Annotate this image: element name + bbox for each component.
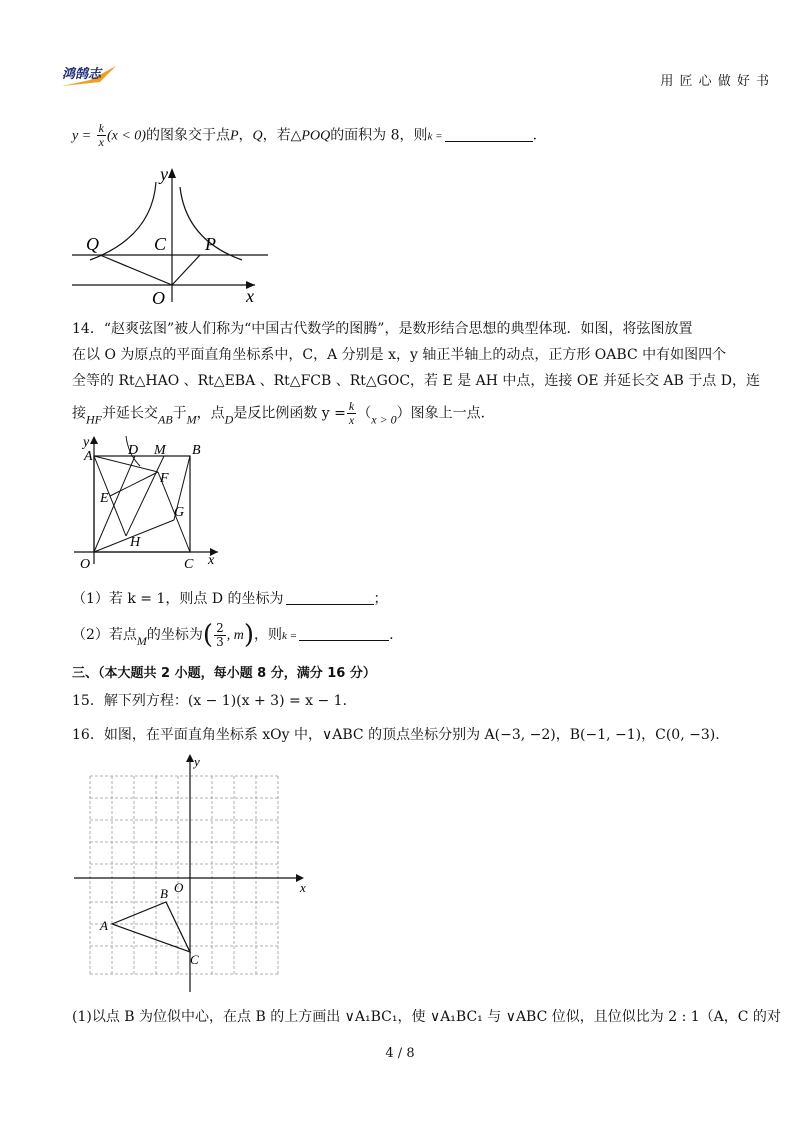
svg-text:D: D <box>128 443 139 458</box>
figure-q13 <box>60 162 280 307</box>
q14-line-1: 14．“赵爽弦图”被人们称为“中国古代数学的图腾”，是数形结合思想的典型体现．如图，将弦图放置 <box>72 321 693 337</box>
svg-text:O: O <box>80 557 91 572</box>
fraction: $\frac{k}{x}$ <box>348 399 355 427</box>
svg-text:A: A <box>100 918 108 933</box>
triangle-abc <box>112 902 190 952</box>
fraction: $\frac{2}{3}$ <box>216 620 224 649</box>
svg-text:H: H <box>130 535 141 550</box>
q13-tail-line: y = $\frac{k}{x}$ (x < 0)的图象交于点P，Q，若△POQ的面积为 8，则k = . <box>72 121 538 149</box>
svg-text:x: x <box>246 286 254 306</box>
header-slogan: 用 匠 心 做 好 书 <box>660 74 770 89</box>
answer-blank <box>286 590 374 605</box>
svg-text:O: O <box>152 288 165 307</box>
svg-text:O: O <box>174 880 184 895</box>
svg-text:A: A <box>84 449 93 464</box>
section-heading: 三、（本大题共 2 小题，每小题 8 分，满分 16 分） <box>72 666 376 681</box>
q14-sub2: （2）若点M的坐标为( $\frac{2}{3}$ , m)，则k = . <box>72 620 394 650</box>
figure-q16-grid <box>70 752 320 998</box>
svg-text:G: G <box>174 505 185 520</box>
fraction: $\frac{k}{x}$ <box>98 121 104 149</box>
svg-text:C: C <box>154 234 167 254</box>
svg-text:C: C <box>184 557 194 572</box>
publisher-logo <box>60 64 118 88</box>
figure-q14 <box>70 432 230 572</box>
svg-text:C: C <box>190 952 199 967</box>
svg-text:B: B <box>192 443 201 458</box>
logo-text: 鸿鹄志 <box>62 66 102 81</box>
svg-text:F: F <box>160 471 169 486</box>
page-number: 4 / 8 <box>385 1046 415 1061</box>
svg-text:y: y <box>194 754 200 769</box>
svg-text:P: P <box>205 234 216 254</box>
q14-line-3: 全等的 Rt△HAO 、Rt△EBA 、Rt△FCB 、Rt△GOC，若 E 是 AH 中点，连接 OE 并延长交 AB 于点 D，连 <box>72 373 760 389</box>
svg-text:y: y <box>83 435 90 450</box>
svg-text:x: x <box>300 880 306 895</box>
q14-line-2: 在以 O 为原点的平面直角坐标系中，C，A 分别是 x，y 轴正半轴上的动点，正方形 OABC 中有如图四个 <box>72 347 727 363</box>
svg-text:y: y <box>160 164 168 184</box>
svg-text:Q: Q <box>86 234 99 254</box>
q16: 16．如图，在平面直角坐标系 xOy 中，∨ABC 的顶点坐标分别为 A(−3, −2)，B(−1, −1)，C(0, −3). <box>72 727 720 743</box>
q14-line-4: 接HF并延长交AB于M，点D是反比例函数 y = $\frac{k}{x}$ （x > 0）图象上一点． <box>72 399 495 427</box>
svg-text:x: x <box>208 553 215 568</box>
svg-text:E: E <box>100 491 109 506</box>
svg-text:M: M <box>154 443 166 458</box>
q16-sub1: (1)以点 B 为位似中心，在点 B 的上方画出 ∨A₁BC₁，使 ∨A₁BC₁ 与 ∨ABC 位似，且位似比为 2 : 1（A，C 的对 <box>72 1009 781 1025</box>
svg-text:B: B <box>160 886 168 901</box>
q14-sub1: （1）若 k = 1，则点 D 的坐标为 ； <box>72 591 388 607</box>
answer-blank <box>299 626 389 641</box>
q15: 15．解下列方程：(x − 1)(x + 3) = x − 1． <box>72 693 357 709</box>
answer-blank <box>445 127 533 142</box>
